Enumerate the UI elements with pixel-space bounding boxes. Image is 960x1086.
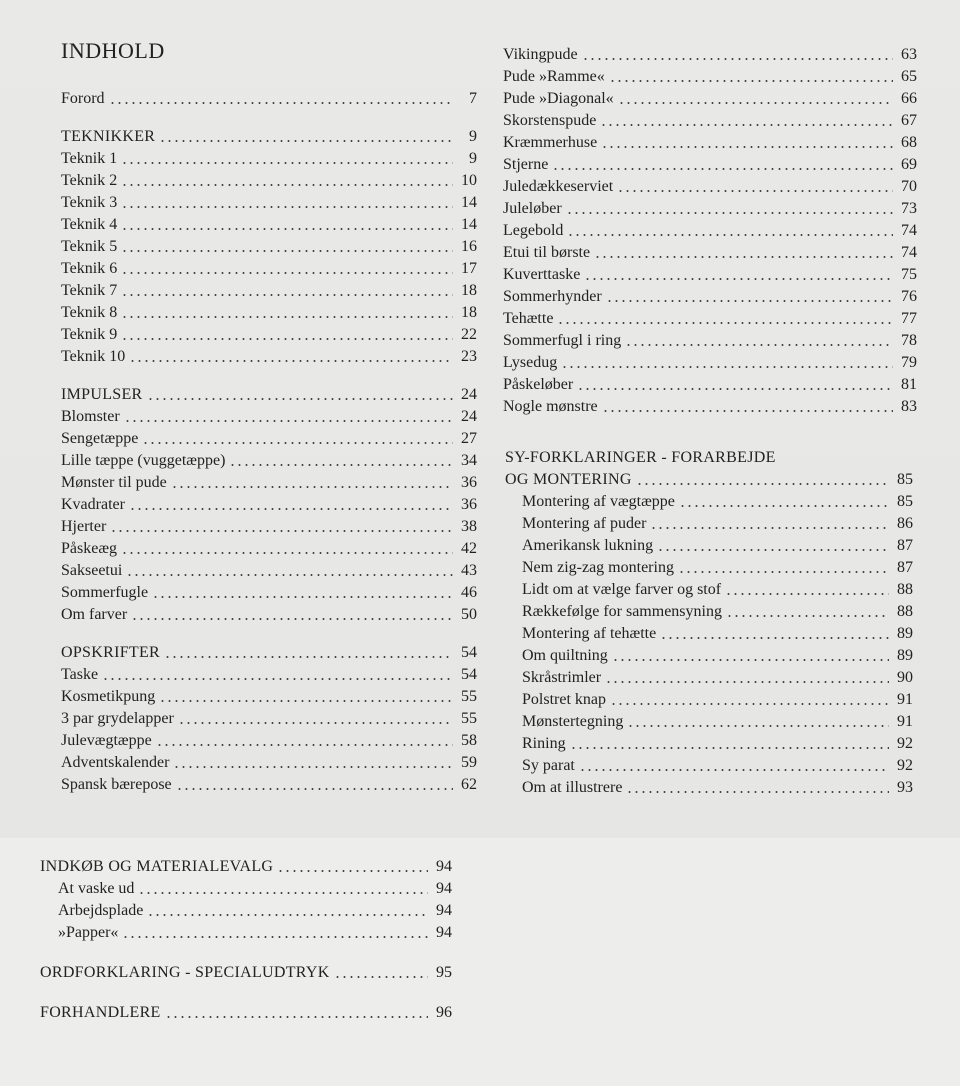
toc-entry[interactable] <box>503 308 917 330</box>
dot-leader <box>121 289 453 297</box>
toc-entry-label: Skråstrimler <box>522 669 602 686</box>
dot-leader <box>602 405 893 413</box>
dot-leader <box>627 720 889 728</box>
dot-leader <box>566 207 893 215</box>
toc-entry-page: 14 <box>461 194 477 211</box>
toc-entry[interactable] <box>61 604 477 626</box>
section-gap <box>61 368 477 384</box>
toc-entry-page: 46 <box>461 584 477 601</box>
toc-entry-label: Teknik 4 <box>61 216 118 233</box>
toc-entry-page: 85 <box>897 493 913 510</box>
toc-entry-page: 92 <box>897 757 913 774</box>
toc-entry-label: Etui til børste <box>503 244 591 261</box>
toc-entry[interactable] <box>503 176 917 198</box>
toc-entry[interactable] <box>61 730 477 752</box>
toc-entry[interactable] <box>61 170 477 192</box>
toc-entry-label: Kræmmerhuse <box>503 134 598 151</box>
section-gap <box>40 984 452 1002</box>
dot-leader <box>606 295 893 303</box>
toc-entry-label: Montering af vægtæppe <box>522 493 675 510</box>
toc-entry-page: 22 <box>461 326 477 343</box>
toc-entry-label: Sakseetui <box>61 562 123 579</box>
dot-leader <box>152 591 453 599</box>
dot-leader <box>618 97 893 105</box>
toc-entry[interactable] <box>61 516 477 538</box>
toc-entry-page: 38 <box>461 518 477 535</box>
dot-leader <box>334 971 428 979</box>
toc-entry[interactable] <box>522 777 913 799</box>
dot-leader <box>617 185 893 193</box>
section-gap <box>61 626 477 642</box>
toc-entry[interactable] <box>503 132 917 154</box>
toc-entry-label: Nogle mønstre <box>503 398 598 415</box>
dot-leader <box>171 481 453 489</box>
dot-leader <box>678 566 889 574</box>
dot-leader <box>131 613 453 621</box>
toc-entry-page: 95 <box>436 964 452 981</box>
dot-leader <box>129 355 453 363</box>
toc-entry[interactable] <box>61 582 477 604</box>
toc-entry-label: Kosmetikpung <box>61 688 156 705</box>
dot-leader <box>579 764 889 772</box>
toc-entry[interactable] <box>61 302 477 324</box>
toc-entry-page: 89 <box>897 647 913 664</box>
dot-leader <box>164 651 453 659</box>
toc-entry[interactable] <box>522 733 913 755</box>
toc-entry[interactable] <box>503 374 917 396</box>
toc-entry-page: 58 <box>461 732 477 749</box>
toc-entry-label: Rækkefølge for sammensyning <box>522 603 722 620</box>
toc-entry[interactable] <box>522 601 913 623</box>
toc-entry[interactable] <box>40 1002 452 1024</box>
toc-entry-label: Lille tæppe (vuggetæppe) <box>61 452 226 469</box>
dot-leader <box>126 569 453 577</box>
toc-entry[interactable] <box>61 686 477 708</box>
toc-entry-page: 91 <box>897 691 913 708</box>
dot-leader <box>142 437 453 445</box>
toc-entry[interactable] <box>503 242 917 264</box>
toc-entry[interactable] <box>61 148 477 170</box>
toc-entry-page: 54 <box>461 666 477 683</box>
toc-entry-label: Montering af puder <box>522 515 647 532</box>
toc-entry-page: 50 <box>461 606 477 623</box>
toc-entry-label: Kvadrater <box>61 496 125 513</box>
dot-leader <box>121 157 453 165</box>
toc-entry[interactable] <box>522 667 913 689</box>
toc-entry[interactable] <box>503 88 917 110</box>
dot-leader <box>577 383 893 391</box>
dot-leader <box>605 676 889 684</box>
toc-entry[interactable] <box>61 450 477 472</box>
dot-leader <box>121 201 453 209</box>
toc-entry-page: 91 <box>897 713 913 730</box>
section-gap <box>61 110 477 126</box>
toc-entry-label: Lidt om at vælge farver og stof <box>522 581 722 598</box>
section-gap <box>40 944 452 962</box>
toc-entry-label: Blomster <box>61 408 120 425</box>
dot-leader <box>229 459 453 467</box>
toc-entry[interactable] <box>61 428 477 450</box>
toc-entry-label: Pude »Diagonal« <box>503 90 614 107</box>
toc-entry-page: 55 <box>461 688 477 705</box>
toc-entry[interactable] <box>522 491 913 513</box>
toc-entry-page: 55 <box>461 710 477 727</box>
toc-entry-page: 34 <box>461 452 477 469</box>
dot-leader <box>121 267 453 275</box>
toc-entry[interactable] <box>61 214 477 236</box>
toc-entry[interactable] <box>61 126 477 148</box>
toc-entry[interactable] <box>503 44 917 66</box>
toc-entry-page: 94 <box>436 880 452 897</box>
dot-leader <box>124 415 453 423</box>
toc-entry[interactable] <box>522 557 913 579</box>
toc-entry[interactable] <box>61 346 477 368</box>
toc-entry-label: Påskeæg <box>61 540 117 557</box>
toc-entry-label: Sommerfugl i ring <box>503 332 622 349</box>
toc-entry-page: 24 <box>461 386 477 403</box>
toc-entry[interactable] <box>503 330 917 352</box>
toc-entry-label: Pude »Ramme« <box>503 68 605 85</box>
toc-entry-page: 86 <box>897 515 913 532</box>
toc-entry-label: Adventskalender <box>61 754 170 771</box>
toc-entry[interactable] <box>61 664 477 686</box>
toc-entry[interactable] <box>503 110 917 132</box>
toc-entry-label: FORHANDLERE <box>40 1004 161 1021</box>
dot-leader <box>679 500 889 508</box>
toc-entry-label: Stjerne <box>503 156 549 173</box>
toc-entry-label: Teknik 5 <box>61 238 118 255</box>
toc-title: INDHOLD <box>61 38 165 63</box>
dot-leader <box>594 251 893 259</box>
toc-entry[interactable] <box>61 192 477 214</box>
dot-leader <box>636 478 889 486</box>
toc-entry-label: Påskeløber <box>503 376 574 393</box>
toc-entry-label: Teknik 3 <box>61 194 118 211</box>
toc-entry-page: 54 <box>461 644 477 661</box>
toc-entry[interactable] <box>503 220 917 242</box>
toc-entry-page: 92 <box>897 735 913 752</box>
toc-entry[interactable] <box>40 878 452 900</box>
dot-leader <box>121 311 453 319</box>
toc-entry[interactable] <box>61 642 477 664</box>
toc-entry-label: 3 par grydelapper <box>61 710 174 727</box>
toc-entry-page: 7 <box>469 90 477 107</box>
sy-heading-page: 85 <box>897 471 913 488</box>
toc-entry-page: 18 <box>461 282 477 299</box>
toc-entry-page: 94 <box>436 902 452 919</box>
toc-entry-page: 69 <box>901 156 917 173</box>
dot-leader <box>570 742 889 750</box>
toc-entry-page: 89 <box>897 625 913 642</box>
dot-leader <box>657 544 889 552</box>
toc-entry[interactable] <box>61 538 477 560</box>
toc-entry[interactable] <box>61 472 477 494</box>
toc-entry-label: TEKNIKKER <box>61 128 156 145</box>
dot-leader <box>156 739 453 747</box>
toc-entry-label: INDKØB OG MATERIALEVALG <box>40 858 274 875</box>
dot-leader <box>109 97 453 105</box>
toc-right-column <box>503 44 917 418</box>
toc-entry-page: 65 <box>901 68 917 85</box>
toc-entry-page: 43 <box>461 562 477 579</box>
toc-entry-label: Teknik 10 <box>61 348 126 365</box>
toc-entry[interactable] <box>61 324 477 346</box>
toc-entry-label: Amerikansk lukning <box>522 537 654 554</box>
toc-entry-label: Hjerter <box>61 518 107 535</box>
toc-entry-page: 88 <box>897 603 913 620</box>
toc-entry-label: Arbejdsplade <box>58 902 144 919</box>
toc-entry[interactable] <box>40 856 452 878</box>
toc-entry[interactable] <box>61 88 477 110</box>
dot-leader <box>609 75 893 83</box>
toc-entry-label: Kuverttaske <box>503 266 581 283</box>
dot-leader <box>726 610 889 618</box>
toc-entry-page: 10 <box>461 172 477 189</box>
dot-leader <box>610 698 889 706</box>
dot-leader <box>552 163 893 171</box>
toc-entry-label: Teknik 2 <box>61 172 118 189</box>
toc-entry-page: 27 <box>461 430 477 447</box>
toc-entry-label: Teknik 8 <box>61 304 118 321</box>
toc-entry-page: 70 <box>901 178 917 195</box>
dot-leader <box>102 673 453 681</box>
toc-entry[interactable] <box>522 579 913 601</box>
toc-entry-page: 42 <box>461 540 477 557</box>
toc-entry-label: Om at illustrere <box>522 779 623 796</box>
toc-entry-label: Sy parat <box>522 757 575 774</box>
toc-entry-page: 18 <box>461 304 477 321</box>
toc-entry-page: 73 <box>901 200 917 217</box>
toc-entry-label: Juleløber <box>503 200 562 217</box>
toc-entry-label: Julevægtæppe <box>61 732 152 749</box>
toc-entry-label: IMPULSER <box>61 386 143 403</box>
toc-entry[interactable] <box>40 922 452 944</box>
dot-leader <box>121 245 453 253</box>
toc-entry-page: 90 <box>897 669 913 686</box>
dot-leader <box>147 909 428 917</box>
toc-entry-label: ORDFORKLARING - SPECIALUDTRYK <box>40 964 330 981</box>
toc-entry[interactable] <box>61 774 477 796</box>
dot-leader <box>600 119 893 127</box>
toc-entry-page: 9 <box>469 150 477 167</box>
toc-entry-label: Sommerfugle <box>61 584 149 601</box>
toc-entry-label: Lysedug <box>503 354 558 371</box>
dot-leader <box>178 717 453 725</box>
toc-entry-page: 23 <box>461 348 477 365</box>
toc-entry-page: 14 <box>461 216 477 233</box>
toc-entry-label: »Papper« <box>58 924 119 941</box>
toc-entry[interactable] <box>522 755 913 777</box>
dot-leader <box>277 865 428 873</box>
toc-entry-label: Legebold <box>503 222 564 239</box>
toc-entry[interactable] <box>522 535 913 557</box>
dot-leader <box>129 503 453 511</box>
toc-bottom-section <box>40 856 452 1024</box>
toc-entry-label: Mønster til pude <box>61 474 167 491</box>
toc-entry-page: 74 <box>901 222 917 239</box>
toc-entry[interactable] <box>61 708 477 730</box>
dot-leader <box>138 887 428 895</box>
toc-entry[interactable] <box>61 494 477 516</box>
toc-entry-label: Skorstenspude <box>503 112 597 129</box>
toc-entry[interactable] <box>40 900 452 922</box>
dot-leader <box>147 393 453 401</box>
toc-entry[interactable] <box>503 286 917 308</box>
toc-entry-label: Teknik 1 <box>61 150 118 167</box>
toc-entry[interactable] <box>522 623 913 645</box>
toc-entry[interactable] <box>503 154 917 176</box>
toc-entry-page: 36 <box>461 496 477 513</box>
dot-leader <box>582 53 893 61</box>
toc-entry-page: 74 <box>901 244 917 261</box>
dot-leader <box>173 761 453 769</box>
dot-leader <box>650 522 889 530</box>
toc-entry[interactable] <box>522 711 913 733</box>
toc-entry-page: 87 <box>897 559 913 576</box>
toc-entry-page: 66 <box>901 90 917 107</box>
toc-entry[interactable] <box>503 352 917 374</box>
dot-leader <box>584 273 893 281</box>
toc-entry-label: Sengetæppe <box>61 430 139 447</box>
toc-entry-label: Mønstertegning <box>522 713 624 730</box>
toc-entry-page: 62 <box>461 776 477 793</box>
toc-entry-page: 63 <box>901 46 917 63</box>
toc-left-column <box>61 88 477 796</box>
dot-leader <box>557 317 893 325</box>
toc-entry-page: 24 <box>461 408 477 425</box>
dot-leader <box>159 135 453 143</box>
toc-entry[interactable] <box>61 560 477 582</box>
dot-leader <box>110 525 453 533</box>
dot-leader <box>725 588 889 596</box>
toc-entry[interactable] <box>40 962 452 984</box>
toc-entry-page: 17 <box>461 260 477 277</box>
toc-entry-page: 83 <box>901 398 917 415</box>
toc-entry[interactable] <box>61 258 477 280</box>
toc-entry-label: Rining <box>522 735 566 752</box>
dot-leader <box>121 179 453 187</box>
dot-leader <box>165 1011 428 1019</box>
toc-entry[interactable] <box>61 280 477 302</box>
toc-entry[interactable] <box>61 752 477 774</box>
dot-leader <box>601 141 893 149</box>
toc-entry[interactable] <box>503 264 917 286</box>
dot-leader <box>159 695 453 703</box>
toc-entry-label: OPSKRIFTER <box>61 644 161 661</box>
toc-entry-page: 93 <box>897 779 913 796</box>
toc-entry-label: Om farver <box>61 606 128 623</box>
toc-entry[interactable] <box>61 384 477 406</box>
dot-leader <box>122 931 428 939</box>
toc-entry[interactable] <box>503 198 917 220</box>
toc-entry[interactable] <box>522 645 913 667</box>
toc-entry-page: 9 <box>469 128 477 145</box>
toc-entry[interactable] <box>503 66 917 88</box>
toc-entry-label: Vikingpude <box>503 46 578 63</box>
dot-leader <box>121 333 453 341</box>
toc-entry-page: 75 <box>901 266 917 283</box>
toc-entry[interactable] <box>61 236 477 258</box>
dot-leader <box>561 361 893 369</box>
toc-entry-page: 96 <box>436 1004 452 1021</box>
toc-entry-label: Juledækkeserviet <box>503 178 614 195</box>
toc-entry-label: Tehætte <box>503 310 554 327</box>
toc-entry-page: 88 <box>897 581 913 598</box>
dot-leader <box>121 223 453 231</box>
toc-entry-label: At vaske ud <box>58 880 135 897</box>
dot-leader <box>660 632 889 640</box>
toc-entry[interactable] <box>503 396 917 418</box>
toc-entry-page: 76 <box>901 288 917 305</box>
toc-entry-page: 36 <box>461 474 477 491</box>
toc-entry-label: Polstret knap <box>522 691 606 708</box>
dot-leader <box>121 547 453 555</box>
sy-heading-line1: SY-FORKLARINGER - FORARBEJDE <box>505 449 776 466</box>
toc-entry[interactable] <box>522 513 913 535</box>
toc-entry-label: Teknik 6 <box>61 260 118 277</box>
dot-leader <box>612 654 889 662</box>
dot-leader <box>626 786 889 794</box>
toc-sy-section <box>505 447 913 799</box>
dot-leader <box>176 783 453 791</box>
dot-leader <box>625 339 893 347</box>
toc-entry-page: 87 <box>897 537 913 554</box>
toc-entry-label: Spansk bærepose <box>61 776 172 793</box>
dot-leader <box>567 229 893 237</box>
toc-entry-label: Nem zig-zag montering <box>522 559 674 576</box>
toc-entry-label: Om quiltning <box>522 647 608 664</box>
sy-heading-entry[interactable] <box>505 469 913 491</box>
toc-entry-page: 94 <box>436 924 452 941</box>
toc-entry-label: Taske <box>61 666 99 683</box>
toc-entry-page: 59 <box>461 754 477 771</box>
toc-entry[interactable] <box>61 406 477 428</box>
toc-entry-label: Teknik 7 <box>61 282 118 299</box>
toc-entry-label: Sommerhynder <box>503 288 602 305</box>
toc-entry[interactable] <box>522 689 913 711</box>
toc-entry-page: 67 <box>901 112 917 129</box>
toc-entry-page: 79 <box>901 354 917 371</box>
toc-entry-page: 16 <box>461 238 477 255</box>
toc-entry-label: Forord <box>61 90 105 107</box>
toc-entry-page: 81 <box>901 376 917 393</box>
toc-entry-page: 77 <box>901 310 917 327</box>
toc-entry-page: 68 <box>901 134 917 151</box>
toc-entry-page: 94 <box>436 858 452 875</box>
sy-items-list <box>505 491 913 799</box>
toc-entry-label: Teknik 9 <box>61 326 118 343</box>
sy-heading-line2: OG MONTERING <box>505 471 632 488</box>
toc-entry-page: 78 <box>901 332 917 349</box>
toc-entry-label: Montering af tehætte <box>522 625 657 642</box>
